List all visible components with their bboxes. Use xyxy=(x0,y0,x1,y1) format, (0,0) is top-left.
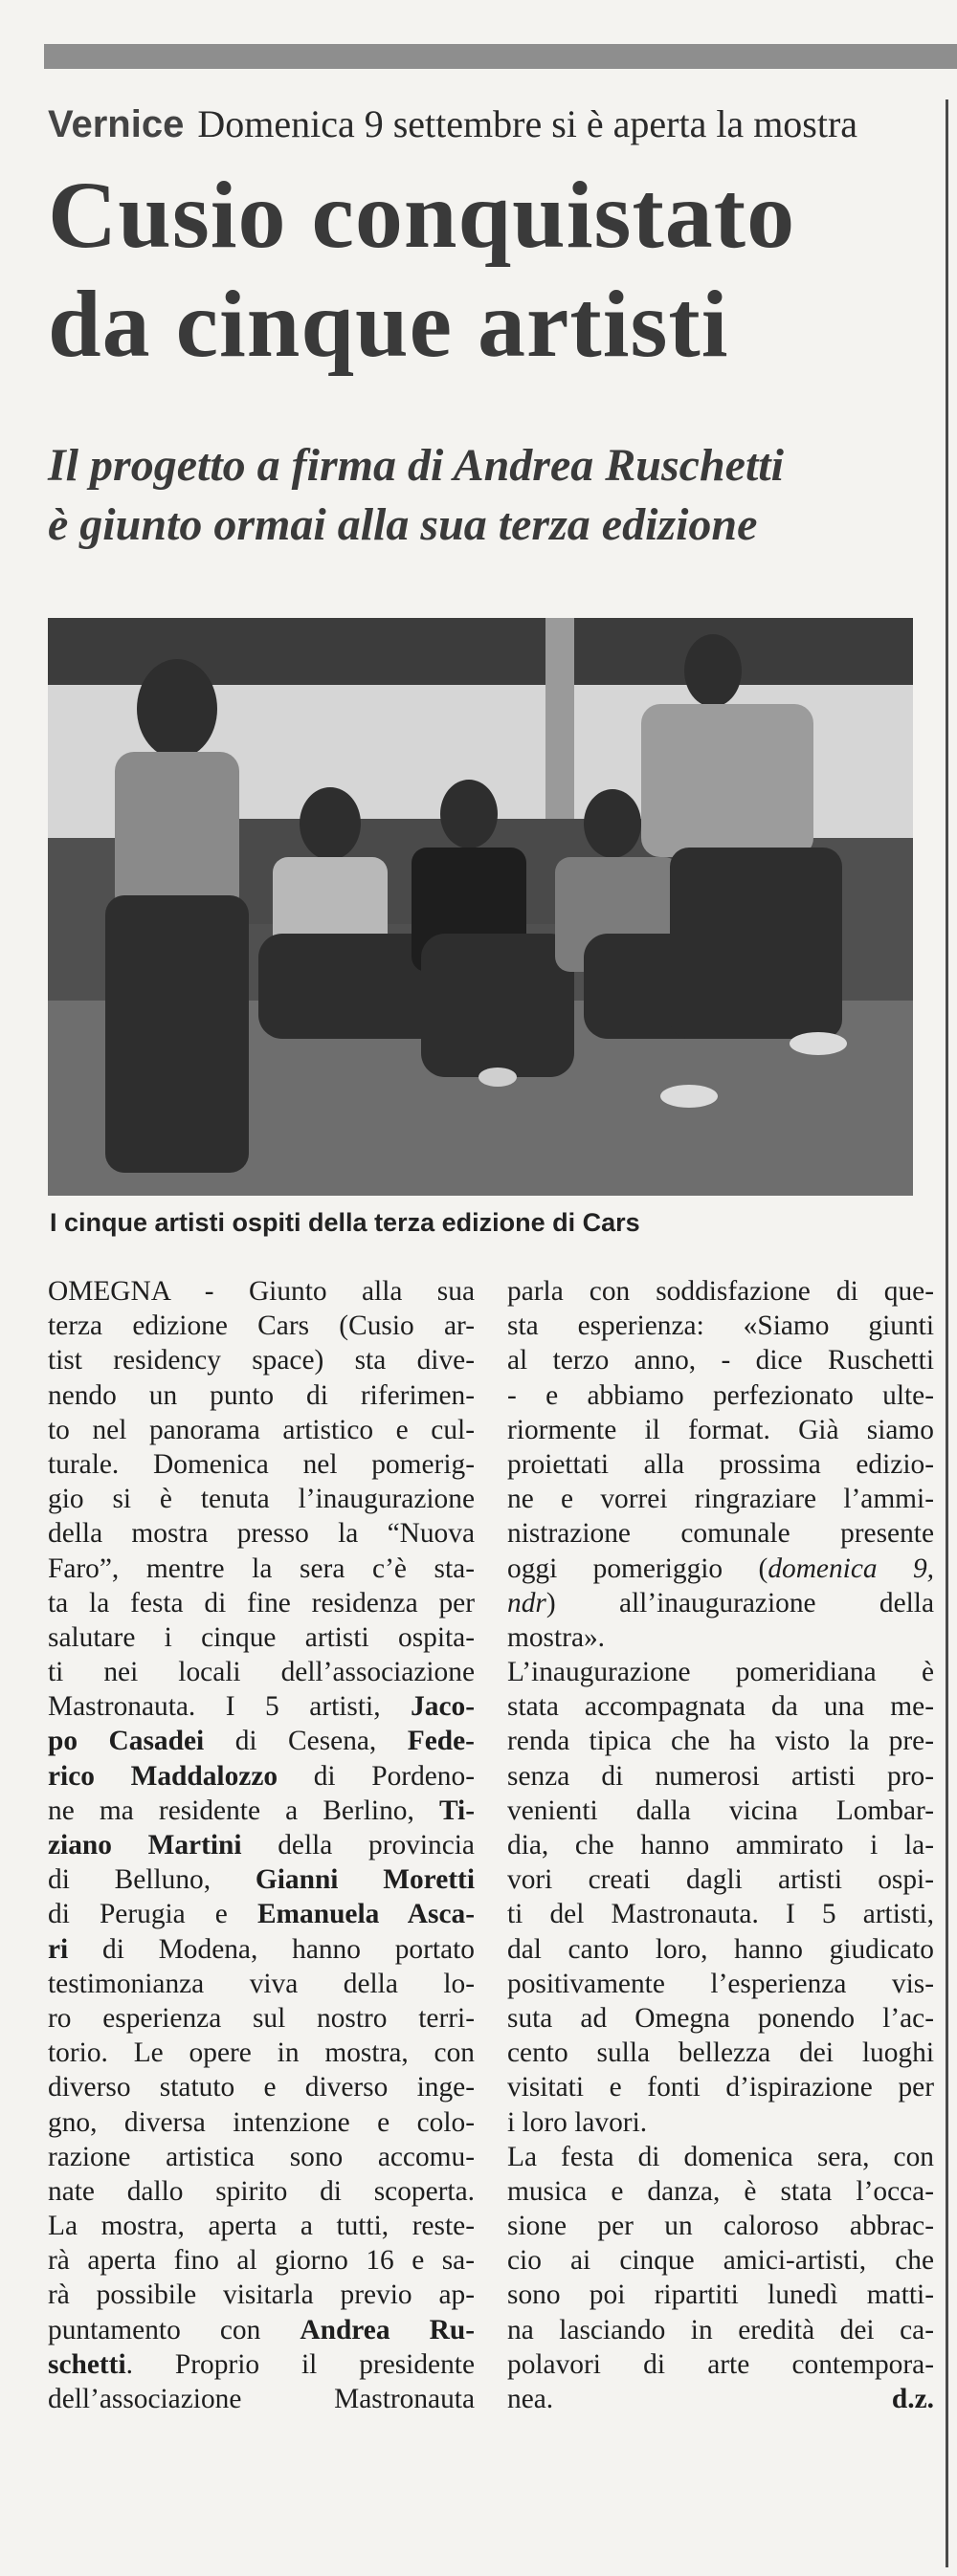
article-column-left xyxy=(48,1274,475,2416)
text-line: senza di numerosi artisti pro- xyxy=(507,1760,934,1792)
text-line: cio ai cinque amici-artisti, che xyxy=(507,2245,934,2277)
text-line: rico Maddalozzo di Pordeno- xyxy=(48,1760,475,1792)
text-line: polavori di arte contempora- xyxy=(507,2348,934,2380)
text-line: dal canto loro, hanno giudicato xyxy=(507,1933,934,1965)
text-line: L’inaugurazione pomeridiana è xyxy=(507,1657,934,1688)
text-line: i loro lavori. xyxy=(507,2106,648,2138)
text-line: - e abbiamo perfezionato ulte- xyxy=(507,1379,934,1411)
text-line: sione per un caloroso abbrac- xyxy=(507,2211,934,2242)
person-name: Andrea Ru- xyxy=(300,2314,475,2345)
text-line: stata accompagnata da una me- xyxy=(507,1691,934,1723)
text-line: cento sulla bellezza dei luoghi xyxy=(507,2037,934,2069)
text-line: nate dallo spirito di scoperta. xyxy=(48,2175,475,2207)
text-line: di Belluno, Gianni Moretti xyxy=(48,1864,475,1896)
text-line: ti del Mastronauta. I 5 artisti, xyxy=(507,1899,934,1930)
group-photo xyxy=(48,618,913,1196)
text-line: ne e vorrei ringraziare l’ammi- xyxy=(507,1484,934,1515)
text-line: to nel panorama artistico e cul- xyxy=(48,1414,475,1445)
text-line: torio. Le opere in mostra, con xyxy=(48,2037,475,2069)
text-line: sta esperienza: «Siamo giunti xyxy=(507,1310,934,1342)
text-line: rà aperta fino al giorno 16 e sa- xyxy=(48,2245,475,2277)
text-line: sono poi ripartiti lunedì matti- xyxy=(507,2279,934,2311)
artist-name: Jaco- xyxy=(411,1691,475,1723)
text-line: ta la festa di fine residenza per xyxy=(48,1587,475,1618)
text-line: parla con soddisfazione di que- xyxy=(507,1276,934,1307)
headline xyxy=(48,161,938,379)
text-line: diverso statuto e diverso inge- xyxy=(48,2072,475,2103)
person-name: schetti xyxy=(48,2348,126,2380)
artist-name: po Casadei xyxy=(48,1726,205,1757)
text-line: OMEGNA - Giunto alla sua xyxy=(48,1276,475,1307)
text-line: ro esperienza sul nostro terri- xyxy=(48,2002,475,2034)
text-line: razione artistica sono accomu- xyxy=(48,2141,475,2172)
text-line: ne ma residente a Berlino, Ti- xyxy=(48,1794,475,1826)
deck-line-2: è giunto ormai alla sua terza edizione xyxy=(48,499,758,550)
editor-note: domenica 9, xyxy=(768,1552,934,1584)
photo-caption: I cinque artisti ospiti della terza edizione di Cars xyxy=(50,1208,640,1237)
text-line: salutare i cinque artisti ospita- xyxy=(48,1621,475,1653)
text-line: po Casadei di Cesena, Fede- xyxy=(48,1726,475,1757)
text-line: ndr) all’inaugurazione della xyxy=(507,1587,934,1618)
text-line: rà possibile visitarla previo ap- xyxy=(48,2279,475,2311)
text-line: musica e danza, è stata l’occa- xyxy=(507,2175,934,2207)
text-line: proiettati alla prossima edizio- xyxy=(507,1448,934,1480)
text-line: oggi pomeriggio (domenica 9, xyxy=(507,1552,934,1584)
photo-illustration xyxy=(48,618,913,1196)
text-line: venienti dalla vicina Lombar- xyxy=(507,1794,934,1826)
editor-note: ndr xyxy=(507,1587,546,1618)
text-line: suta ad Omegna ponendo l’ac- xyxy=(507,2002,934,2034)
kicker xyxy=(48,99,938,149)
text-line: na lasciando in eredità dei ca- xyxy=(507,2314,934,2345)
deck-line-1: Il progetto a firma di Andrea Ruschetti xyxy=(48,440,784,491)
artist-name: rico Maddalozzo xyxy=(48,1760,278,1792)
text-line: schetti. Proprio il presidente xyxy=(48,2348,475,2380)
text-line: Mastronauta. I 5 artisti, Jaco- xyxy=(48,1691,475,1723)
text-line: testimonianza viva della lo- xyxy=(48,1968,475,1999)
artist-name: ziano Martini xyxy=(48,1830,242,1860)
headline-line-1: Cusio conquistato xyxy=(48,162,796,268)
text-line: mostra». xyxy=(507,1621,606,1653)
text-line: positivamente l’esperienza vis- xyxy=(507,1968,934,1999)
text-line: gio si è tenuta l’inaugurazione xyxy=(48,1484,475,1515)
artist-name: Ti- xyxy=(438,1794,475,1826)
text-line: gno, diversa intenzione e colo- xyxy=(48,2106,475,2138)
text-line: al terzo anno, - dice Ruschetti xyxy=(507,1345,934,1376)
text-line: La mostra, aperta a tutti, reste- xyxy=(48,2211,475,2242)
text-line: terza edizione Cars (Cusio ar- xyxy=(48,1310,475,1342)
text-line: riormente il format. Già siamo xyxy=(507,1414,934,1445)
article-column-right xyxy=(507,1274,934,2416)
text-line: vori creati dagli artisti ospi- xyxy=(507,1864,934,1896)
text-line: tist residency space) sta dive- xyxy=(48,1345,475,1376)
text-line: ti nei locali dell’associazione xyxy=(48,1657,475,1688)
text-line: nea. d.z. xyxy=(507,2382,934,2416)
deck-subtitle xyxy=(48,436,938,555)
text-line: della mostra presso la “Nuova xyxy=(48,1518,475,1550)
kicker-tag: Vernice xyxy=(48,103,185,145)
text-line: visitati e fonti d’ispirazione per xyxy=(507,2072,934,2103)
text-line: Faro”, mentre la sera c’è sta- xyxy=(48,1552,475,1584)
text-line: turale. Domenica nel pomerig- xyxy=(48,1448,475,1480)
text-line: di Perugia e Emanuela Ascа- xyxy=(48,1899,475,1930)
top-divider-bar xyxy=(44,44,957,69)
text-line: La festa di domenica sera, con xyxy=(507,2141,934,2172)
artist-name: Gianni Moretti xyxy=(255,1864,475,1896)
column-rule xyxy=(946,99,948,2567)
headline-line-2: da cinque artisti xyxy=(48,271,729,377)
text-line: renda tipica che ha visto la pre- xyxy=(507,1726,934,1757)
text-line: ziano Martini della provincia xyxy=(48,1830,475,1860)
text-line: ri di Modena, hanno portato xyxy=(48,1933,475,1965)
kicker-text: Domenica 9 settembre si è aperta la mostra xyxy=(197,102,858,145)
text-line: nistrazione comunale presente xyxy=(507,1518,934,1550)
text-line: nendo un punto di riferimen- xyxy=(48,1379,475,1411)
text-line: dell’associazione Mastronauta xyxy=(48,2384,475,2414)
artist-name: Fede- xyxy=(407,1726,475,1757)
artist-name: ri xyxy=(48,1933,69,1965)
text-line: puntamento con Andrea Ru- xyxy=(48,2314,475,2345)
text-line: dia, che hanno ammirato i la- xyxy=(507,1830,934,1860)
artist-name: Emanuela Ascа- xyxy=(256,1899,475,1930)
author-signature: d.z. xyxy=(891,2384,934,2414)
